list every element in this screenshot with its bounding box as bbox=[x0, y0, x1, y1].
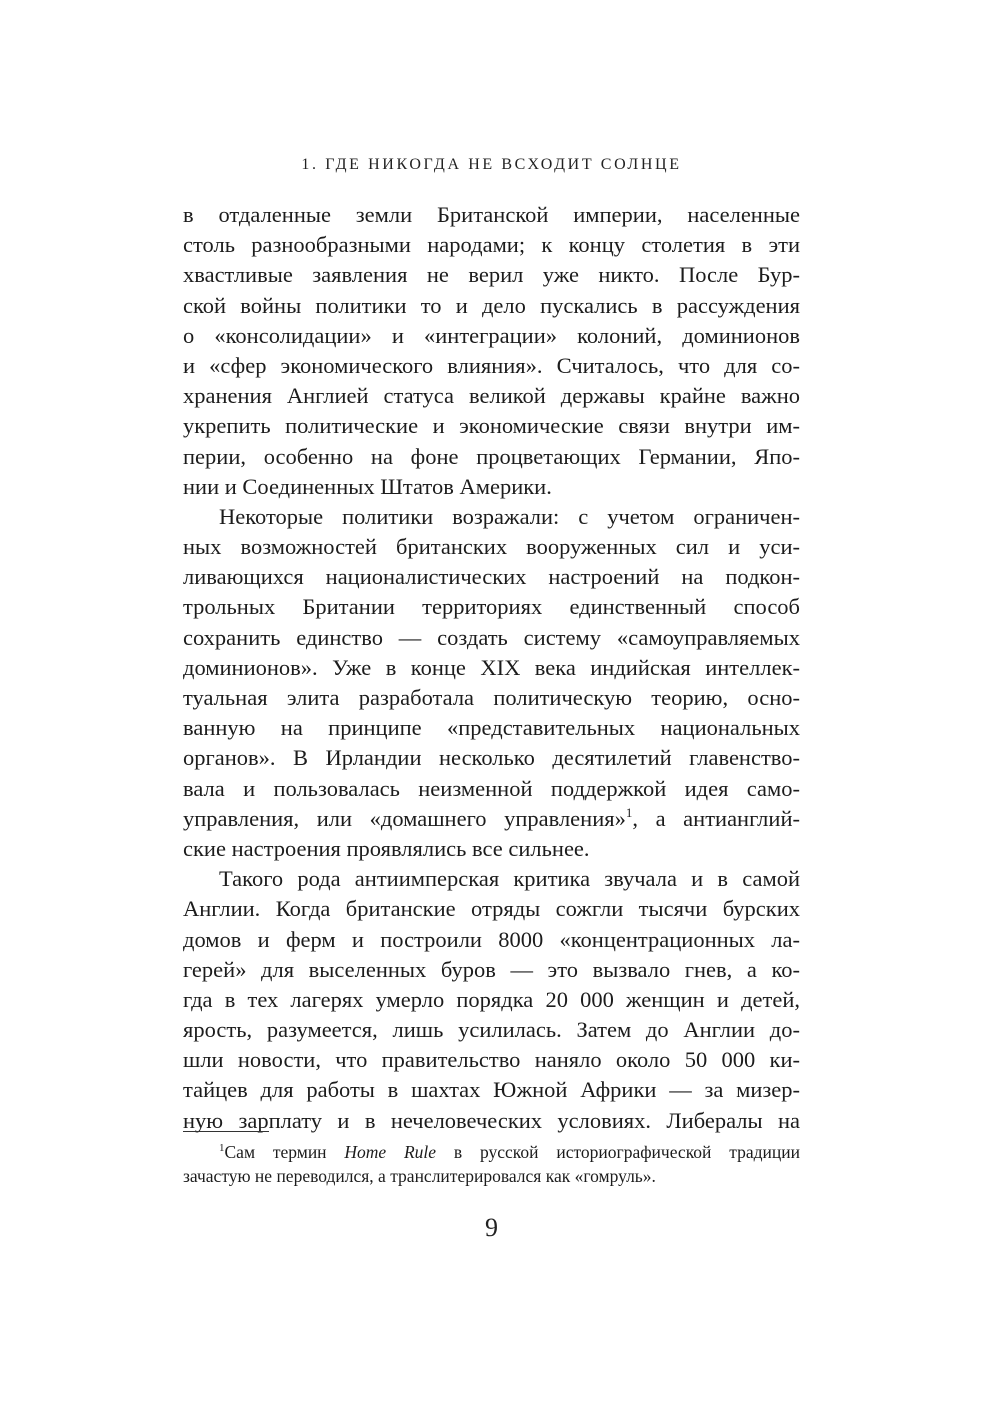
text-line: Некоторые политики возражали: с учетом ограничен- bbox=[219, 503, 800, 529]
footnote-divider bbox=[183, 1131, 269, 1132]
text-line: перии, особенно на фоне процветающих Германии, Япо- bbox=[183, 443, 800, 469]
text-line: укрепить политические и экономические связи внутри им- bbox=[183, 413, 800, 439]
paragraph-3 bbox=[183, 864, 800, 1136]
text-line: сохранить единство — создать систему «самоуправляемых bbox=[183, 624, 800, 650]
footnote-text: в русской историографической традиции bbox=[436, 1142, 800, 1162]
footnote-line: зачастую не переводился, а транслитерировался как «гомруль». bbox=[183, 1166, 656, 1186]
page-number: 9 bbox=[485, 1213, 498, 1242]
text-line: ванную на принципе «представительных национальных bbox=[183, 715, 800, 741]
text-line: вала и пользовалась неизменной поддержкой идея само- bbox=[183, 775, 800, 801]
footnote-line bbox=[183, 1140, 800, 1164]
text-line: Такого рода антиимперская критика звучала и в самой bbox=[219, 866, 800, 892]
text-line: столь разнообразными народами; к концу столетия в эти bbox=[183, 232, 800, 258]
text-line: домов и ферм и построили 8000 «концентрационных ла- bbox=[183, 926, 800, 952]
text-line: туальная элита разработала политическую теорию, осно- bbox=[183, 685, 800, 710]
footnote-marker[interactable]: 1 bbox=[625, 804, 633, 820]
text-line: гда в тех лагерях умерло порядка 20 000 женщин и детей, bbox=[183, 986, 800, 1012]
footnote-text: Сам термин bbox=[224, 1142, 345, 1162]
text-line: ливающихся националистических настроений на подкон- bbox=[183, 564, 800, 590]
footnote-number: 1 bbox=[219, 1142, 225, 1154]
line-text-after: , а антианглий- bbox=[632, 805, 800, 831]
text-line: ную зарплату и в нечеловеческих условиях. Либералы на bbox=[183, 1107, 800, 1133]
body-text bbox=[183, 200, 800, 1136]
text-line: герей» для выселенных буров — это вызвало гнев, а ко- bbox=[183, 956, 800, 982]
text-line: о «консолидации» и «интеграции» колоний, доминионов bbox=[183, 322, 800, 348]
paragraph-1 bbox=[183, 200, 800, 502]
text-line: органов». В Ирландии несколько десятилетий главенство- bbox=[183, 745, 800, 771]
running-head: 1. ГДЕ НИКОГДА НЕ ВСХОДИТ СОЛНЦЕ bbox=[301, 156, 682, 173]
line-text-before: управления, или «домашнего управления» bbox=[183, 805, 626, 831]
footnotes bbox=[183, 1140, 800, 1188]
text-line: ские настроения проявлялись все сильнее. bbox=[183, 835, 590, 861]
text-line: трольных Британии территориях единственный способ bbox=[183, 594, 800, 620]
text-line: ных возможностей британских вооруженных сил и уси- bbox=[183, 534, 800, 560]
text-line: и «сфер экономического влияния». Считалось, что для со- bbox=[183, 352, 800, 378]
text-line: Англии. Когда британские отряды сожгли тысячи бурских bbox=[183, 896, 800, 922]
paragraph-2 bbox=[183, 502, 800, 864]
text-line: доминионов». Уже в конце XIX века индийская интеллек- bbox=[183, 654, 800, 680]
text-line: нии и Соединенных Штатов Америки. bbox=[183, 473, 552, 499]
text-line: хвастливые заявления не верил уже никто. После Бур- bbox=[183, 262, 800, 288]
text-line: в отдаленные земли Британской империи, населенные bbox=[183, 202, 800, 227]
text-line: ярость, разумеется, лишь усилилась. Затем до Англии до- bbox=[183, 1017, 800, 1043]
text-line: шли новости, что правительство наняло около 50 000 ки- bbox=[183, 1047, 800, 1073]
text-line: ской войны политики то и дело пускались в рассуждения bbox=[183, 292, 800, 318]
text-line-with-footnote bbox=[183, 804, 800, 834]
text-line: хранения Англией статуса великой державы крайне важно bbox=[183, 383, 800, 409]
footnote-term-italic: Home Rule bbox=[344, 1142, 437, 1162]
text-line: тайцев для работы в шахтах Южной Африки — за мизер- bbox=[183, 1077, 800, 1103]
